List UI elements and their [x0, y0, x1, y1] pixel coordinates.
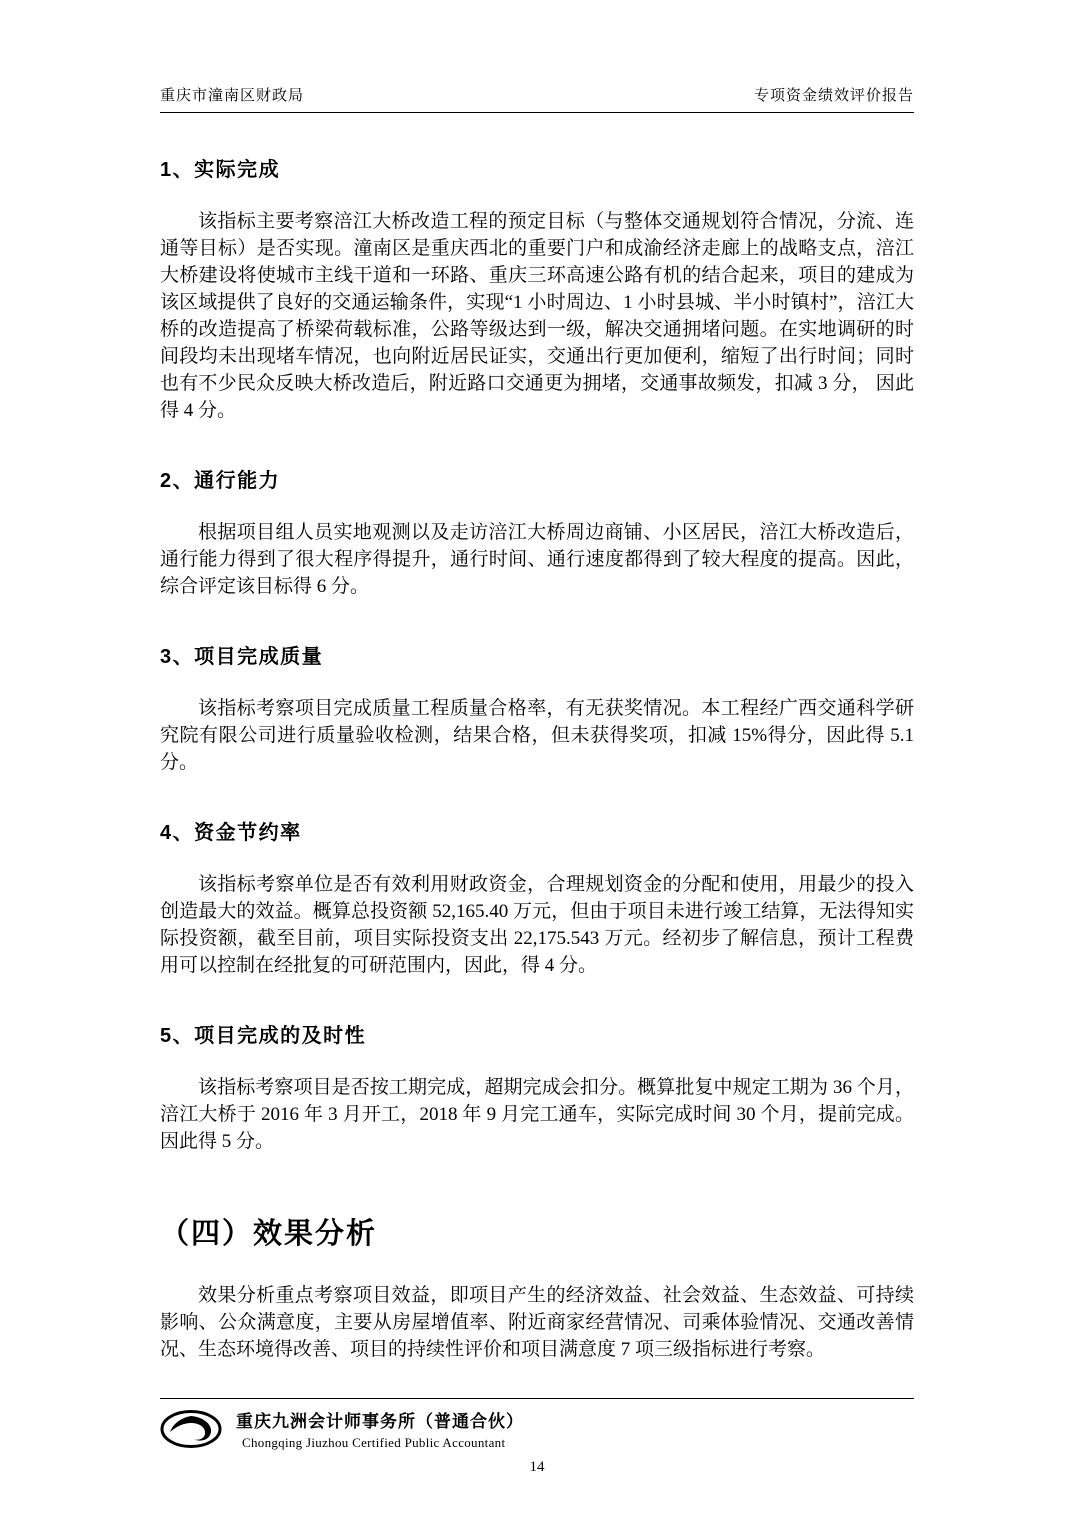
page-footer — [160, 1398, 914, 1476]
company-names — [236, 1407, 524, 1451]
section-paragraph: 根据项目组人员实地观测以及走访涪江大桥周边商铺、小区居民，涪江大桥改造后，通行能力得到了很大程序得提升，通行时间、通行速度都得到了较大程度的提高。因此，综合评定该目标得 6 分。 — [160, 522, 914, 597]
header-right-text: 专项资金绩效评价报告 — [753, 88, 914, 104]
company-name-en: Chongqing Jiuzhou Certified Public Accountant — [242, 1435, 506, 1450]
footer-company-row — [160, 1399, 914, 1451]
section-traffic-capacity — [160, 464, 914, 600]
section-heading: 4、资金节约率 — [160, 822, 302, 844]
section-paragraph: 该指标考察单位是否有效利用财政资金，合理规划资金的分配和使用，用最少的投入创造最大的效益。概算总投资额 52,165.40 万元，但由于项目未进行竣工结算，无法得知实际投资额，截至目前，项目实际投资支出 22,175.543 万元。经初步了解信息，预计工程费用可以控制在经批复的可研范围内，因此，得 4 分。 — [160, 874, 914, 976]
page-number: 14 — [529, 1459, 545, 1475]
page-header — [160, 0, 914, 113]
company-logo-icon — [160, 1409, 222, 1449]
chapter-effect-analysis — [160, 1211, 914, 1363]
section-paragraph: 该指标考察项目是否按工期完成，超期完成会扣分。概算批复中规定工期为 36 个月，涪江大桥于 2016 年 3 月开工，2018 年 9 月完工通车，实际完成时间 30 个月，提前完成。因此得 5 分。 — [160, 1077, 914, 1152]
chapter-paragraph: 效果分析重点考察项目效益，即项目产生的经济效益、社会效益、生态效益、可持续影响、公众满意度，主要从房屋增值率、附近商家经营情况、司乘体验情况、交通改善情况、生态环境得改善、项目的持续性评价和项目满意度 7 项三级指标进行考察。 — [160, 1285, 914, 1360]
header-left-text: 重庆市潼南区财政局 — [160, 88, 305, 104]
chapter-heading: （四）效果分析 — [160, 1218, 378, 1250]
section-heading: 2、通行能力 — [160, 470, 281, 492]
section-heading: 5、项目完成的及时性 — [160, 1025, 367, 1047]
section-paragraph: 该指标考察项目完成质量工程质量合格率，有无获奖情况。本工程经广西交通科学研究院有限公司进行质量验收检测，结果合格，但未获得奖项，扣减 15%得分，因此得 5.1 分。 — [160, 698, 914, 773]
section-heading: 1、实际完成 — [160, 159, 281, 181]
section-paragraph: 该指标主要考察涪江大桥改造工程的预定目标（与整体交通规划符合情况，分流、连通等目标）是否实现。潼南区是重庆西北的重要门户和成渝经济走廊上的战略支点，涪江大桥建设将使城市主线干道和一环路、重庆三环高速公路有机的结合起来，项目的建成为该区域提供了良好的交通运输条件，实现“1 小时周边、1 小时县城、半小时镇村”，涪江大桥的改造提高了桥梁荷载标准，公路等级达到一级，解决交通拥堵问题。在实地调研的时间段均未出现堵车情况，也向附近居民证实，交通出行更加便利，缩短了出行时间；同时也有不少民众反映大桥改造后，附近路口交通更为拥堵，交通事故频发，扣减 3 分， 因此得 4 分。 — [160, 211, 914, 421]
company-name-cn: 重庆九洲会计师事务所（普通合伙） — [236, 1412, 524, 1431]
section-heading: 3、项目完成质量 — [160, 646, 324, 668]
section-actual-completion — [160, 153, 914, 424]
section-timeliness — [160, 1019, 914, 1155]
section-completion-quality — [160, 640, 914, 776]
section-fund-saving-rate — [160, 816, 914, 979]
